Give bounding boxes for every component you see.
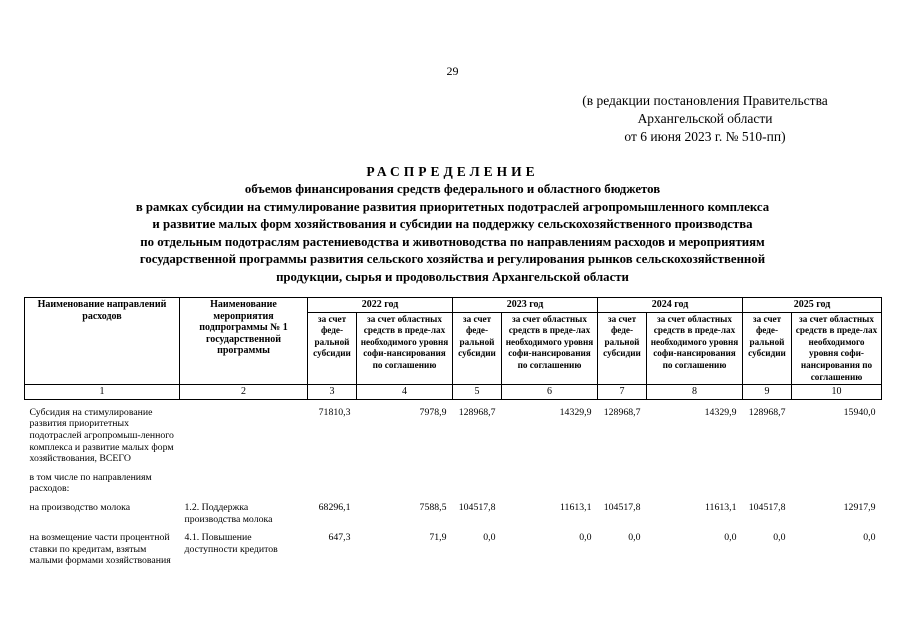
cell-value: 0,0 <box>483 532 496 544</box>
header-regional: за счет областных средств в преде-лах необходимого уровня софи-нансирования по соглашению <box>357 312 453 385</box>
subtitle-line: государственной программы развития сельского хозяйства и регулирования рынков сельскохозяйственной <box>139 252 766 267</box>
cell-value: 68296,1 <box>318 501 351 513</box>
header-year: 2024 год <box>598 298 743 313</box>
subtitle-line: и развитие малых форм хозяйствования и субсидии на поддержку сельскохозяйственного производства <box>152 217 753 232</box>
cell-value: 128968,7 <box>603 406 641 418</box>
cell-value: 11613,1 <box>560 501 592 513</box>
column-number: 8 <box>647 385 743 400</box>
row-measure <box>180 466 308 496</box>
table-row <box>25 466 882 496</box>
column-number: 10 <box>792 385 882 400</box>
subtitle-line: продукции, сырья и продовольствия Архангельской области <box>276 269 629 284</box>
distribution-table <box>24 297 882 568</box>
row-measure: 1.2. Поддержка производства молока <box>184 501 273 525</box>
cell-value <box>647 466 743 496</box>
header-regional: за счет областных средств в преде-лах необходимого уровня софи-нансирования по соглашению <box>502 312 598 385</box>
column-number: 4 <box>357 385 453 400</box>
cell-value: 0,0 <box>773 532 786 544</box>
cell-value: 0,0 <box>579 532 592 544</box>
cell-value: 104517,8 <box>748 501 786 513</box>
column-number: 7 <box>598 385 647 400</box>
cell-value: 11613,1 <box>705 501 737 513</box>
header-regional: за счет областных средств в преде-лах необходимого уровня софи-нансирования по соглашению <box>792 312 882 385</box>
cell-value: 0,0 <box>863 532 876 544</box>
cell-value <box>357 466 453 496</box>
cell-value: 14329,9 <box>704 406 737 418</box>
cell-value: 647,3 <box>328 532 351 544</box>
cell-value: 104517,8 <box>603 501 641 513</box>
table-row <box>25 406 882 466</box>
subtitle-line: объемов финансирования средств федерального и областного бюджетов <box>244 182 661 196</box>
table-row <box>25 496 882 526</box>
table-row <box>25 526 882 568</box>
cell-value: 15940,0 <box>843 406 876 418</box>
subtitle-line: по отдельным подотраслям растениеводства и животноводства по направлениям расходов и мероприятиям <box>140 234 765 249</box>
header-federal: за счет феде-ральной субсидии <box>743 312 792 385</box>
header-federal: за счет феде-ральной субсидии <box>308 312 357 385</box>
cell-value: 128968,7 <box>458 406 496 418</box>
header-federal: за счет феде-ральной субсидии <box>453 312 502 385</box>
document-title: РАСПРЕДЕЛЕНИЕ <box>366 164 539 179</box>
row-direction: на производство молока <box>29 501 131 513</box>
cell-value: 71,9 <box>429 532 447 544</box>
header-year: 2022 год <box>308 298 453 313</box>
cell-value: 104517,8 <box>458 501 496 513</box>
row-direction: Субсидия на стимулирование развития приоритетных подотраслей агропромыш-ленного комплекса и развитие малых форм хозяйствования, ВСЕГО <box>29 406 174 465</box>
header-direction: Наименование направлений расходов <box>25 298 180 385</box>
column-number: 9 <box>743 385 792 400</box>
cell-value <box>743 466 792 496</box>
cell-value: 0,0 <box>724 532 737 544</box>
cell-value: 12917,9 <box>843 501 876 513</box>
revision-note-line: от 6 июня 2023 г. № 510-пп) <box>624 129 786 144</box>
cell-value: 128968,7 <box>748 406 786 418</box>
cell-value: 7588,5 <box>419 501 447 513</box>
cell-value: 14329,9 <box>559 406 592 418</box>
revision-note-line: (в редакции постановления Правительства <box>582 93 828 108</box>
header-year: 2023 год <box>453 298 598 313</box>
cell-value: 0,0 <box>628 532 641 544</box>
row-measure <box>180 406 308 466</box>
row-direction: на возмещение части процентной ставки по кредитам, взятым малыми формами хозяйствования <box>29 532 171 567</box>
revision-note-line: Архангельской области <box>637 111 773 126</box>
subtitle-line: в рамках субсидии на стимулирование развития приоритетных подотраслей агропромышленного комплекса <box>135 199 770 214</box>
cell-value <box>792 466 882 496</box>
column-number: 5 <box>453 385 502 400</box>
row-measure: 4.1. Повышение доступности кредитов <box>184 532 278 555</box>
column-number: 2 <box>180 385 308 400</box>
row-direction: в том числе по направлениям расходов: <box>29 471 152 495</box>
cell-value <box>308 466 357 496</box>
page-number: 29 <box>446 64 459 78</box>
header-federal: за счет феде-ральной субсидии <box>598 312 647 385</box>
cell-value <box>598 466 647 496</box>
header-regional: за счет областных средств в преде-лах необходимого уровня софи-нансирования по соглашению <box>647 312 743 385</box>
column-number: 3 <box>308 385 357 400</box>
cell-value <box>453 466 502 496</box>
header-measure: Наименование мероприятия подпрограммы № 1 государственной программы <box>180 298 308 385</box>
header-year: 2025 год <box>743 298 882 313</box>
cell-value <box>502 466 598 496</box>
column-number: 6 <box>502 385 598 400</box>
column-number: 1 <box>25 385 180 400</box>
cell-value: 7978,9 <box>419 406 447 418</box>
document-heading <box>40 163 865 287</box>
revision-note <box>520 92 890 146</box>
cell-value: 71810,3 <box>318 406 351 418</box>
